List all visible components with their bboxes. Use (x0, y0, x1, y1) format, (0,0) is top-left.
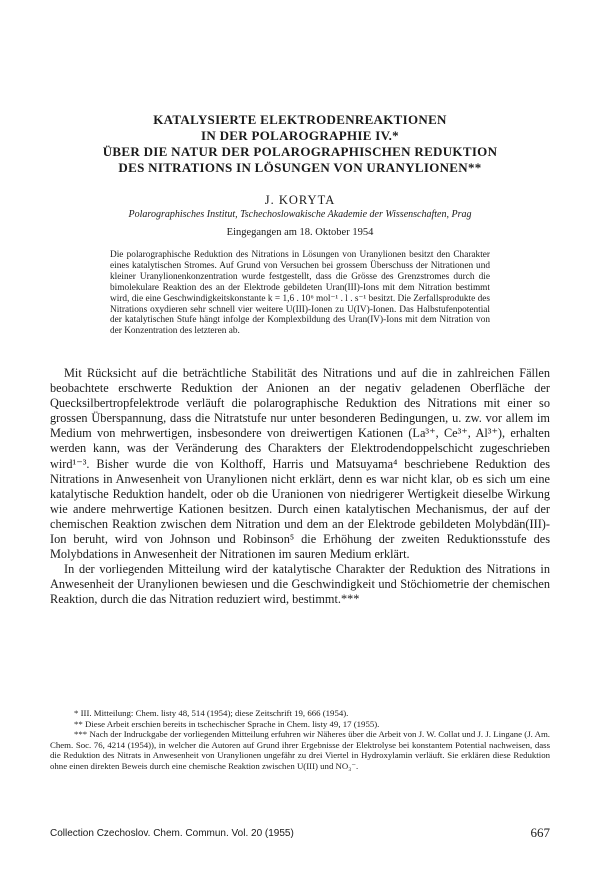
body-text (50, 366, 550, 608)
title-line: ÜBER DIE NATUR DER POLAROGRAPHISCHEN REDUKTION (102, 144, 498, 159)
footnote: * III. Mitteilung: Chem. listy 48, 514 (1954); diese Zeitschrift 19, 666 (1954). (74, 708, 349, 718)
page-number: 667 (530, 825, 550, 840)
footnote: ** Diese Arbeit erschien bereits in tschechischer Sprache in Chem. listy 49, 17 (1955). (74, 718, 380, 729)
received-date: Eingegangen am 18. Oktober 1954 (226, 227, 374, 238)
abstract: Die polarographische Reduktion des Nitrations in Lösungen von Uranylionen besitzt den Charakter eines katalytischen Stromes. Auf Grund von Versuchen bei grossem Überschuss der Nitrationen und kleiner Uranylionenkonzentration wurde festgestellt, dass die Grösse des Grenzstromes durch die bimolekulare Reaktion des an der Elektrode gebildeten Uran(III)-Ions mit dem Nitration bestimmt wird, die eine Geschwindigkeitskonstante k = 1,6 . 10⁶ mol⁻¹ . l . s⁻¹ besitzt. Die Zerfallsprodukte des Nitrations oxydieren sehr schnell vier weitere U(III)-Ionen zu U(IV)-Ionen. Das Halbstufenpotential der katalytischen Stufe hängt infolge der Komplexbildung des Uran(IV)-Ions mit dem Nitration von der Konzentration des letzteren ab. (110, 250, 490, 337)
footnotes (50, 708, 550, 772)
article-title (60, 112, 540, 176)
author-name: J. KORYTA (264, 193, 336, 207)
title-line: IN DER POLAROGRAPHIE IV.* (201, 128, 399, 143)
title-line: DES NITRATIONS IN LÖSUNGEN VON URANYLIONEN** (118, 160, 482, 175)
journal-citation: Collection Czechoslov. Chem. Commun. Vol. 20 (1955) (50, 828, 294, 839)
body-paragraph: In der vorliegenden Mitteilung wird der katalytische Charakter der Reduktion des Nitrations in Anwesenheit der Uranylionen bewiesen und die Geschwindigkeit und Stöchiometrie der chemischen Reaktion, durch die das Nitration reduziert wird, bestimmt.*** (50, 562, 550, 607)
body-paragraph: Mit Rücksicht auf die beträchtliche Stabilität des Nitrations und auf die in zahlreichen Fällen beobachtete erschwerte Reduktion der Anionen an der negativ geladenen Oberfläche der Quecksilbertropfelektrode verläuft die polarographische Reduktion des Nitrations mit einer so grossen Überspannung, dass die Nitratstufe nur unter besonderen Bedingungen, u. zw. vor allem im Medium von mehrwertigen, insbesondere von dreiwertigen Kationen (La³⁺, Ce³⁺, Al³⁺), erhalten werden kann, was der Veränderung des Charakters der Elektrodendoppelschicht zugeschrieben wird¹⁻³. Bisher wurde die von Kolthoff, Harris und Matsuyama⁴ beschriebene Reduktion des Nitrations in Anwesenheit von Uranylionen nicht erklärt, denn es war nicht klar, ob es sich um eine katalytische Reduktion handelt, oder ob die Uranionen von niedrigerer Wertigkeit dieselbe Wirkung wie andere mehrwertige Kationen besitzen. Durch einen katalytischen Mechanismus, der auf der chemischen Reaktion zwischen dem Nitration und dem an der Elektrode gebildeten Molybdän(III)-Ion beruht, wird von Johnson und Robinson⁵ die Erhöhung der zweiten Reduktionsstufe des Molybdations in Anwesenheit der Nitrationen im sauren Medium erklärt. (50, 366, 550, 562)
title-line: KATALYSIERTE ELEKTRODENREAKTIONEN (153, 112, 447, 127)
footnote: *** Nach der Indruckgabe der vorliegenden Mitteilung erfuhren wir Näheres über die Arbeit von J. W. Collat und J. J. Lingane (J. Am. Chem. Soc. 76, 4214 (1954)), in welcher die Autoren auf Grund ihrer Ergebnisse der Elektrolyse bei konstantem Potential nachweisen, dass die Reduktion des Nitrats in Anwesenheit von Uranylionen ungefähr zu drei Viertel in Hydroxylamin verläuft. Sie erklären diese Reduktion ohne einen direkten Beweis durch eine chemische Reaktion zwischen U(III) und NO₃⁻. (50, 729, 550, 771)
affiliation: Polarographisches Institut, Tschechoslowakische Akademie der Wissenschaften, Prag (128, 209, 472, 220)
